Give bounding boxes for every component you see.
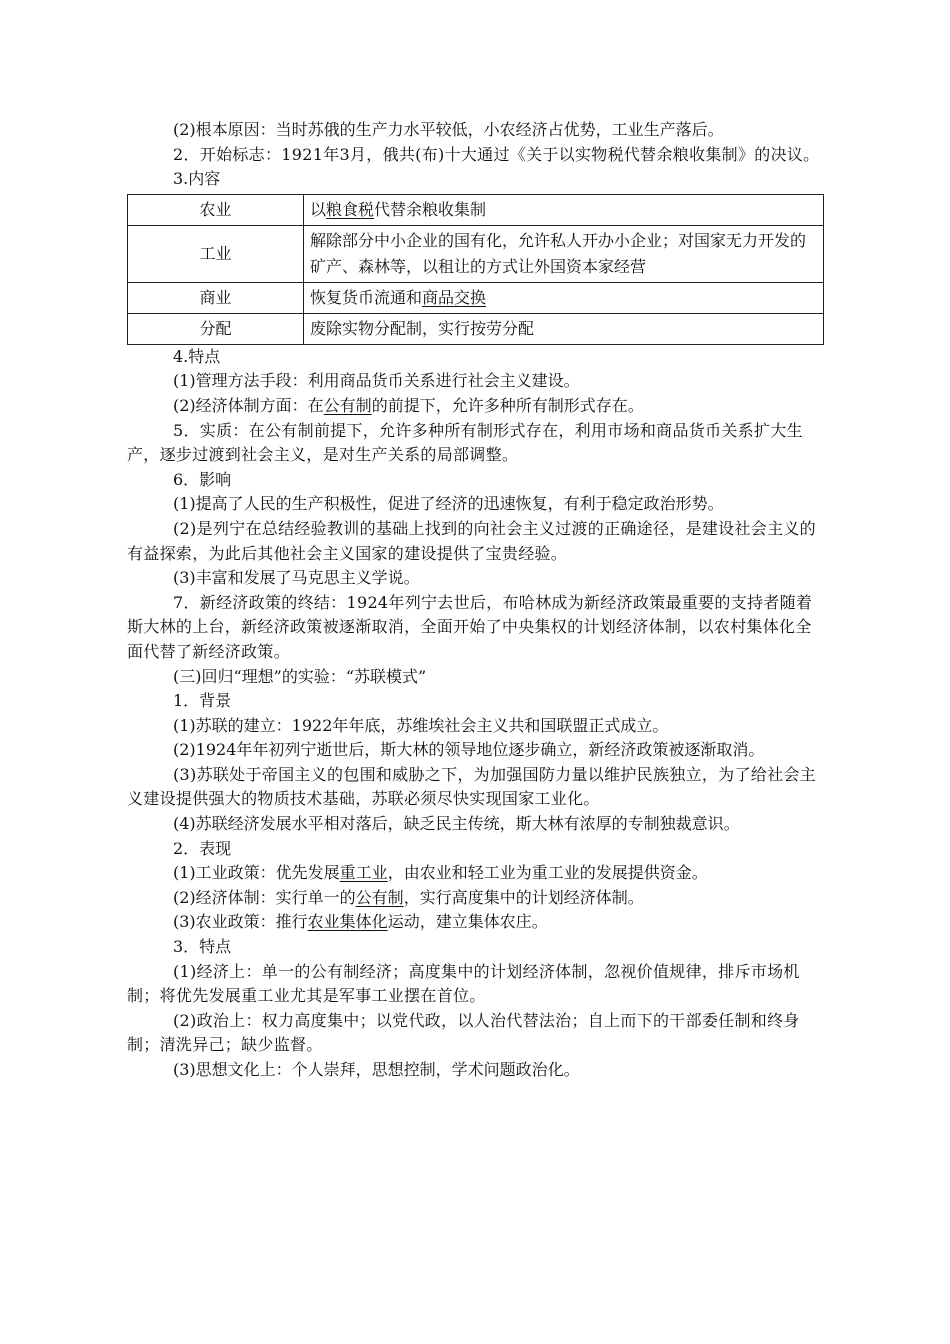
paragraph-feature-1: (1)管理方法手段：利用商品货币关系进行社会主义建设。 [173,371,580,391]
heading-manifestation: 2．表现 [173,838,232,858]
heading-features: 4.特点 [173,346,221,366]
paragraph-background-1: (1)苏联的建立：1922年年底，苏维埃社会主义共和国联盟正式成立。 [173,715,669,735]
heading-content: 3.内容 [173,169,221,189]
table-cell-category: 分配 [128,313,304,344]
heading-characteristics: 3．特点 [173,937,232,957]
paragraph-impact-2: (2)是列宁在总结经验教训的基础上找到的向社会主义过渡的正确途径，是建设社会主义的有益探索，为此后其他社会主义国家的建设提供了宝贵经验。 [127,518,816,563]
table-cell-description: 以粮食税代替余粮收集制 [304,194,824,225]
paragraph-feature-2: (2)经济体制方面：在公有制的前提下，允许多种所有制形式存在。 [173,395,644,415]
paragraph-characteristics-3: (3)思想文化上：个人崇拜，思想控制，学术问题政治化。 [173,1060,580,1079]
heading-impact: 6．影响 [173,469,232,489]
paragraph-background-2: (2)1924年年初列宁逝世后，斯大林的领导地位逐步确立，新经济政策被逐渐取消。 [173,740,765,760]
paragraph-root-cause: (2)根本原因：当时苏俄的生产力水平较低，小农经济占优势，工业生产落后。 [173,120,724,139]
paragraph-background-4: (4)苏联经济发展水平相对落后，缺乏民主传统，斯大林有浓厚的专制独裁意识。 [173,814,740,834]
table-cell-category: 商业 [128,282,304,313]
table-cell-description: 恢复货币流通和商品交换 [304,282,824,313]
table-cell-category: 农业 [128,194,304,225]
table-row [128,194,824,225]
paragraph-characteristics-1: (1)经济上：单一的公有制经济；高度集中的计划经济体制，忽视价值规律，排斥市场机制；将优先发展重工业尤其是军事工业摆在首位。 [127,961,800,1006]
section-heading-soviet-model: (三)回归“理想”的实验：“苏联模式” [173,666,427,686]
table-cell-description: 解除部分中小企业的国有化，允许私人开办小企业；对国家无力开发的矿产、森林等，以租让的方式让外国资本家经营 [304,225,824,282]
paragraph-impact-3: (3)丰富和发展了马克思主义学说。 [173,568,420,588]
paragraph-manifestation-3: (3)农业政策：推行农业集体化运动，建立集体农庄。 [173,912,548,932]
table-cell-description: 废除实物分配制，实行按劳分配 [304,313,824,344]
paragraph-end-of-nep: 7．新经济政策的终结：1924年列宁去世后，布哈林成为新经济政策最重要的支持者随着斯大林的上台，新经济政策被逐渐取消，全面开始了中央集权的计划经济体制，以农村集体化全面代替了新经济政策。 [127,592,813,661]
policy-content-table [127,194,824,345]
table-row [128,282,824,313]
paragraph-manifestation-1: (1)工业政策：优先发展重工业，由农业和轻工业为重工业的发展提供资金。 [173,863,708,883]
table-row [128,313,824,344]
paragraph-manifestation-2: (2)经济体制：实行单一的公有制，实行高度集中的计划经济体制。 [173,887,644,907]
heading-background: 1．背景 [173,691,232,711]
paragraph-characteristics-2: (2)政治上：权力高度集中；以党代政，以人治代替法治；自上而下的干部委任制和终身制；清洗异己；缺少监督。 [127,1010,800,1055]
table-cell-category: 工业 [128,225,304,282]
paragraph-impact-1: (1)提高了人民的生产积极性，促进了经济的迅速恢复，有利于稳定政治形势。 [173,494,724,514]
document-page [127,118,824,1083]
paragraph-essence: 5．实质：在公有制前提下，允许多种所有制形式存在，利用市场和商品货币关系扩大生产，逐步过渡到社会主义，是对生产关系的局部调整。 [127,420,803,465]
paragraph-start-sign: 2．开始标志：1921年3月，俄共(布)十大通过《关于以实物税代替余粮收集制》的决议。 [173,144,820,164]
paragraph-background-3: (3)苏联处于帝国主义的包围和威胁之下，为加强国防力量以维护民族独立，为了给社会主义建设提供强大的物质技术基础，苏联必须尽快实现国家工业化。 [127,764,816,809]
table-row [128,225,824,282]
